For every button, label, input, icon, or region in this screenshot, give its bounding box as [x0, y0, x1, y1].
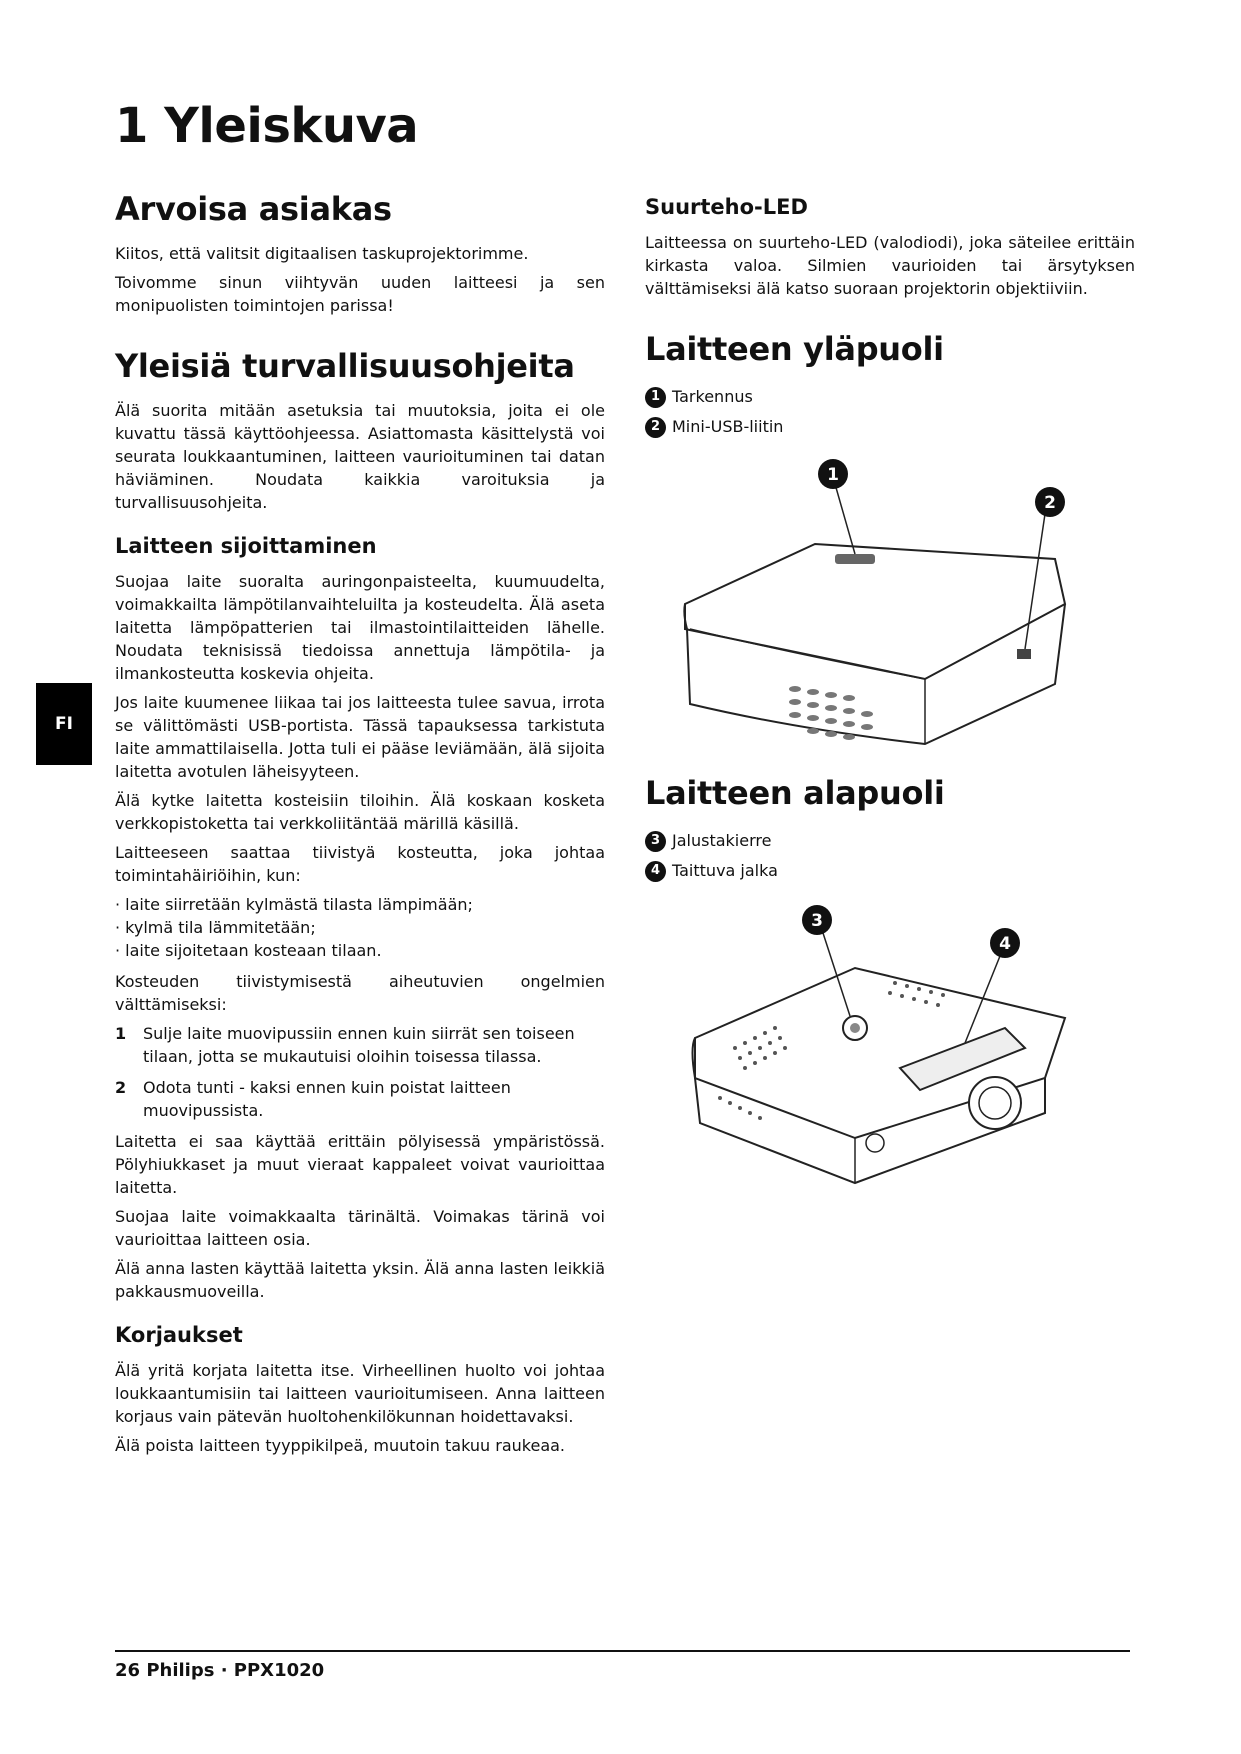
- legend-label: Taittuva jalka: [672, 861, 778, 880]
- condensation-list: [115, 893, 605, 962]
- led-heading: Suurteho-LED: [645, 195, 808, 219]
- callout-4-label: 4: [999, 934, 1011, 954]
- repairs-text-1: Älä yritä korjata laitetta itse. Virheellinen huolto voi johtaa loukkaantumisiin tai laitteen vaurioitumiseen. Anna laitteen korjaus vain pätevän huoltohenkilökunnan hoidettavaksi.: [115, 1361, 605, 1426]
- list-item: · laite siirretään kylmästä tilasta lämpimään;: [115, 895, 473, 914]
- safety-heading: Yleisiä turvallisuusohjeita: [115, 347, 575, 385]
- bottom-view-heading: Laitteen alapuoli: [645, 774, 945, 812]
- step-number: 1: [115, 1024, 127, 1043]
- focus-wheel-icon: [835, 554, 875, 564]
- placement-text-3: Älä kytke laitetta kosteisiin tiloihin. Älä koskaan kosketa verkkopistoketta tai verkkoliitäntää märillä käsillä.: [115, 791, 605, 833]
- callout-3-label: 3: [811, 911, 823, 931]
- legend-label: Tarkennus: [672, 387, 753, 406]
- legend-item: [645, 412, 1135, 442]
- step-text: Sulje laite muovipussiin ennen kuin siirrät sen toiseen tilaan, jotta se mukautuisi oloihin toisessa tilassa.: [143, 1024, 575, 1066]
- placement-text-6: Laitetta ei saa käyttää erittäin pölyisessä ympäristössä. Pölyhiukkaset ja muut vieraat kappaleet voivat vaurioittaa laitetta.: [115, 1132, 605, 1197]
- callout-number: 4: [645, 861, 666, 882]
- list-item: · laite sijoitetaan kosteaan tilaan.: [115, 941, 382, 960]
- placement-text-4: Laitteeseen saattaa tiivistyä kosteutta, joka johtaa toimintahäiriöihin, kun:: [115, 843, 605, 885]
- placement-text-8: Älä anna lasten käyttää laitetta yksin. Älä anna lasten leikkiä pakkausmuoveilla.: [115, 1259, 605, 1301]
- legend-item: [645, 382, 1135, 412]
- legend-label: Mini-USB-liitin: [672, 417, 784, 436]
- page-title: 1 Yleiskuva: [115, 98, 419, 154]
- safety-text: Älä suorita mitään asetuksia tai muutoksia, joita ei ole kuvattu tässä käyttöohjeessa. Asiattomasta käsittelystä voi seurata loukkaantuminen, laitteen vaurioituminen tai datan häviäminen. Noudata kaikkia varoituksia ja turvallisuusohjeita.: [115, 401, 605, 512]
- placement-text-2: Jos laite kuumenee liikaa tai jos laitteesta tulee savua, irrota se välittömästi USB-portista. Tässä tapauksessa tarkistuta laite ammattilaisella. Jotta tuli ei pääse leviämään, älä sijoita laitetta avotulen läheisyyteen.: [115, 693, 605, 781]
- step-text: Odota tunti - kaksi ennen kuin poistat laitteen muovipussista.: [143, 1078, 511, 1120]
- legend-label: Jalustakierre: [672, 831, 772, 850]
- callout-2-label: 2: [1044, 493, 1056, 513]
- callout-1-label: 1: [827, 465, 839, 485]
- legend-item: [645, 856, 1135, 886]
- list-item: · kylmä tila lämmitetään;: [115, 918, 316, 937]
- callout-number: 1: [645, 387, 666, 408]
- bottom-view-legend: [645, 826, 1135, 886]
- callout-number: 2: [645, 417, 666, 438]
- left-column: [115, 190, 605, 1463]
- language-tab-label: FI: [55, 714, 73, 734]
- page-footer: 26 Philips · PPX1020: [115, 1660, 325, 1681]
- dear-customer-text-1: Kiitos, että valitsit digitaalisen taskuprojektorimme.: [115, 244, 529, 263]
- top-view-legend: [645, 382, 1135, 442]
- step-item: [115, 1076, 605, 1122]
- step-item: [115, 1022, 605, 1068]
- dear-customer-heading: Arvoisa asiakas: [115, 190, 392, 228]
- led-text: Laitteessa on suurteho-LED (valodiodi), joka säteilee erittäin kirkasta valoa. Silmien vaurioiden tai ärsytyksen välttämiseksi älä katso suoraan projektorin objektiiviin.: [645, 233, 1135, 298]
- language-tab: [36, 683, 92, 765]
- callout-number: 3: [645, 831, 666, 852]
- right-column: [645, 195, 1135, 1238]
- placement-text-7: Suojaa laite voimakkaalta tärinältä. Voimakas tärinä voi vaurioittaa laitteen osia.: [115, 1207, 605, 1249]
- usb-port-icon: [1017, 649, 1031, 659]
- footer-divider: [115, 1650, 1130, 1652]
- repairs-text-2: Älä poista laitteen tyyppikilpeä, muutoin takuu raukeaa.: [115, 1436, 566, 1455]
- placement-text-5: Kosteuden tiivistymisestä aiheutuvien ongelmien välttämiseksi:: [115, 972, 605, 1014]
- placement-heading: Laitteen sijoittaminen: [115, 534, 377, 558]
- repairs-heading: Korjaukset: [115, 1323, 243, 1347]
- dear-customer-text-2: Toivomme sinun viihtyvän uuden laitteesi ja sen monipuolisten toimintojen parissa!: [115, 273, 605, 315]
- projector-bottom-illustration: [645, 898, 1105, 1218]
- step-number: 2: [115, 1078, 127, 1097]
- projector-top-illustration: [645, 454, 1105, 754]
- legend-item: [645, 826, 1135, 856]
- steps-list: [115, 1022, 605, 1122]
- placement-text-1: Suojaa laite suoralta auringonpaisteelta, kuumuudelta, voimakkailta lämpötilanvaihteluilta ja kosteudelta. Älä aseta laitetta lämpöpatterien tai ilmastointilaitteiden lähelle. Noudata teknisissä tiedoissa annettuja lämpötila- ja ilmankosteutta koskevia ohjeita.: [115, 572, 605, 683]
- top-view-heading: Laitteen yläpuoli: [645, 330, 944, 368]
